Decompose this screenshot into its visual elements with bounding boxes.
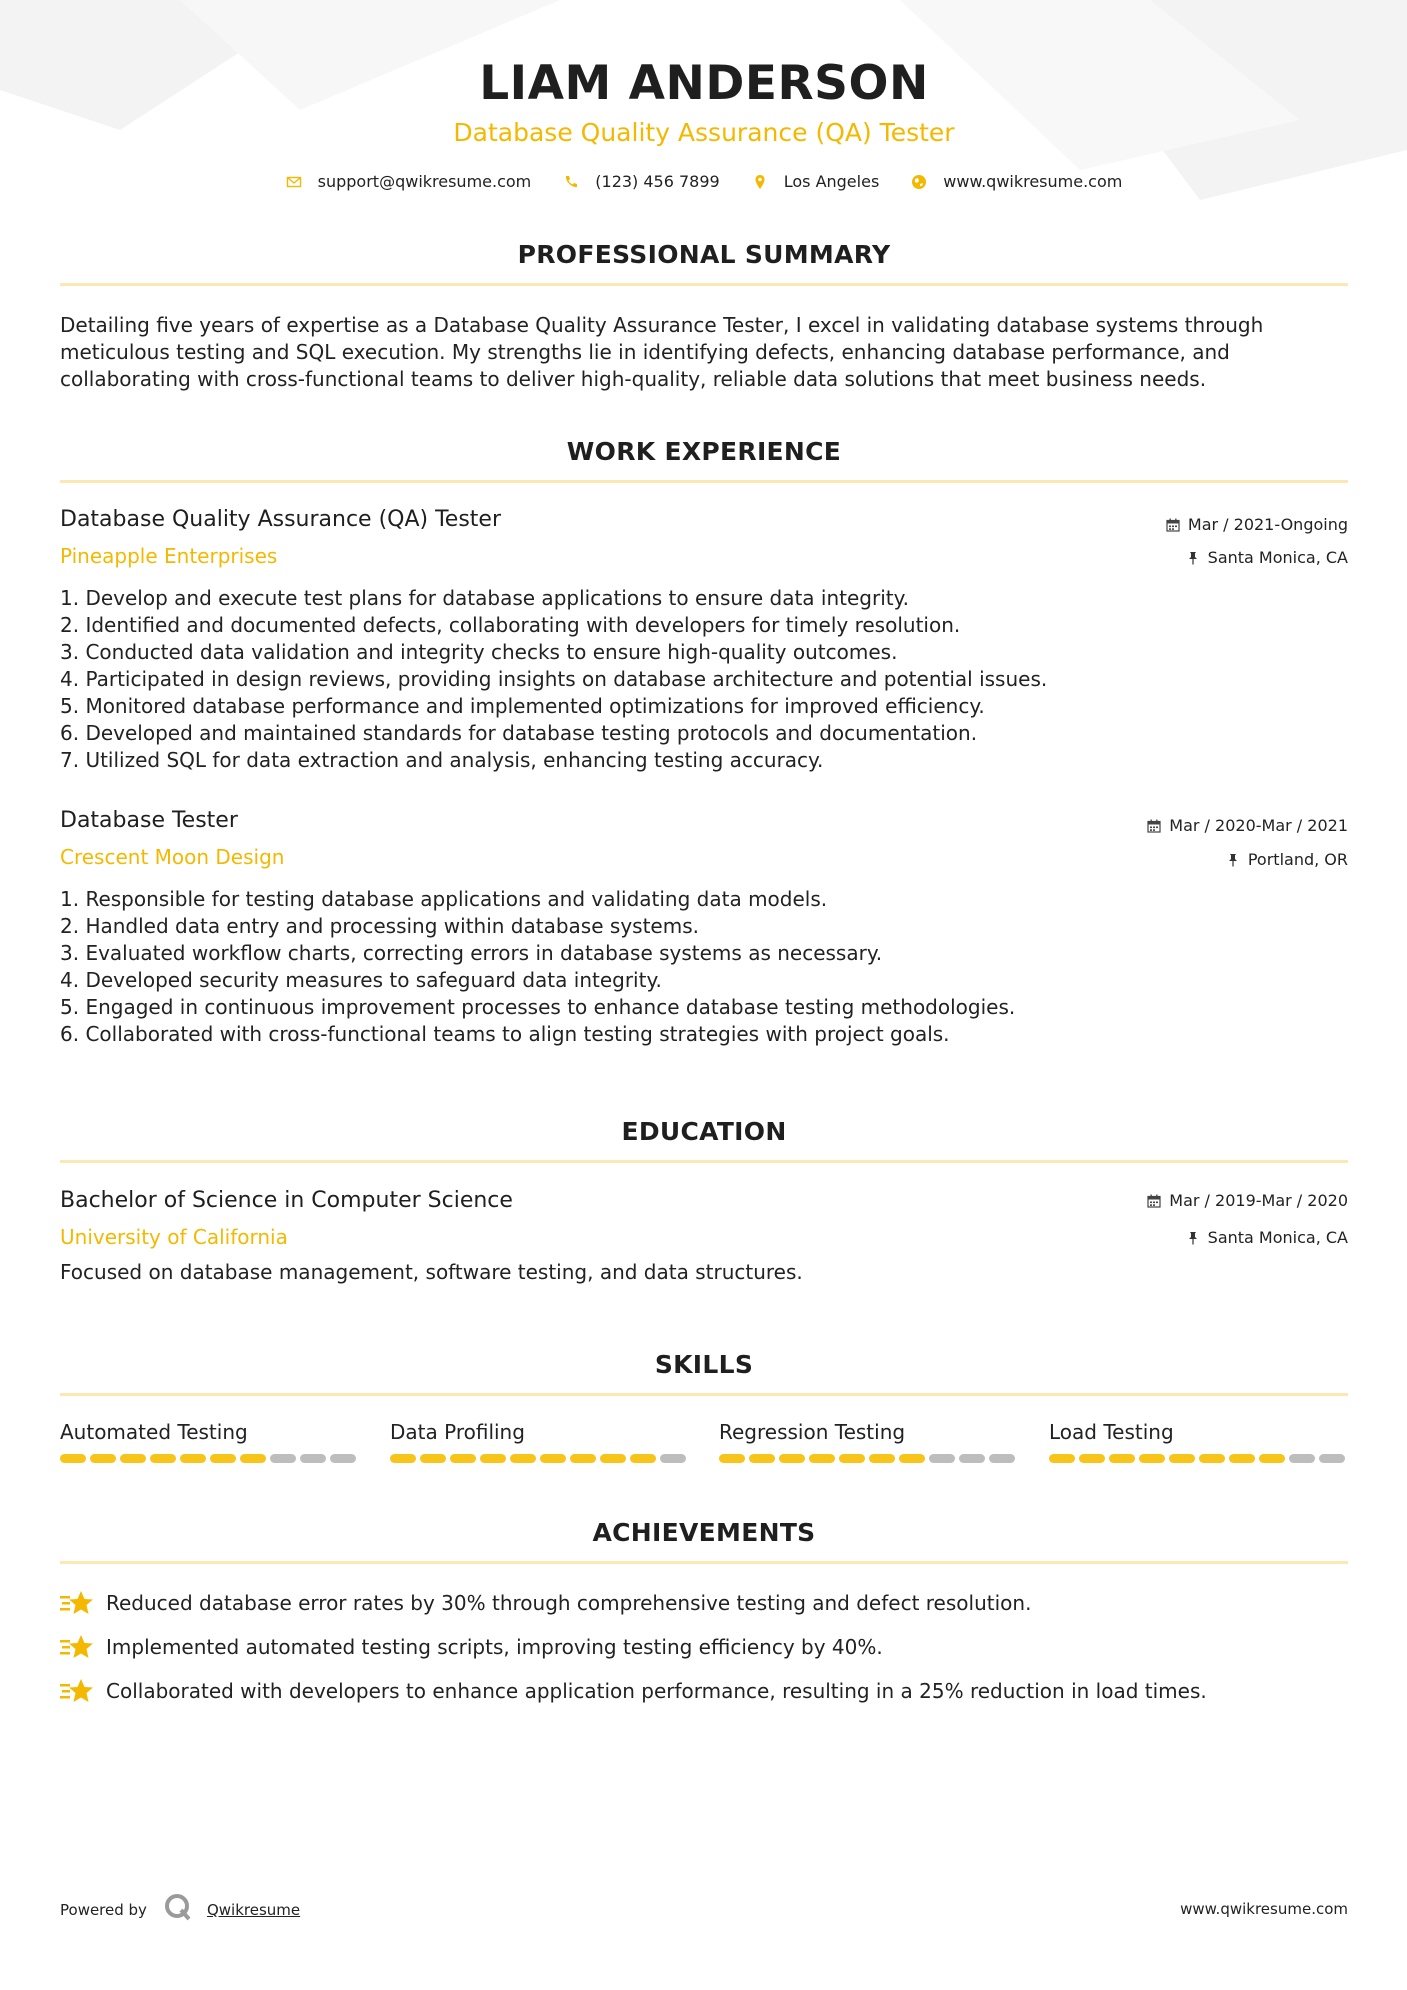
- pushpin-icon: [1226, 853, 1240, 867]
- skill-item: [390, 1420, 690, 1463]
- skill-dot-empty: [660, 1454, 686, 1463]
- education-dates-text: Mar / 2019-Mar / 2020: [1169, 1191, 1348, 1210]
- job-dates: [1147, 816, 1348, 835]
- globe-icon: [911, 174, 927, 190]
- skill-dot-filled: [60, 1454, 86, 1463]
- skill-rating: [390, 1454, 690, 1463]
- skill-rating: [60, 1454, 360, 1463]
- candidate-title: Database Quality Assurance (QA) Tester: [453, 118, 955, 147]
- achievement-item: [60, 1676, 1207, 1706]
- skill-dot-empty: [929, 1454, 955, 1463]
- skill-dot-filled: [600, 1454, 626, 1463]
- star-icon: [60, 1588, 94, 1618]
- contact-website[interactable]: [911, 172, 1122, 191]
- phone-icon: [563, 174, 579, 190]
- skill-dot-filled: [630, 1454, 656, 1463]
- skill-dot-filled: [1169, 1454, 1195, 1463]
- list-item: 2. Handled data entry and processing within database systems.: [60, 914, 699, 938]
- skill-dot-filled: [1049, 1454, 1075, 1463]
- job-location-text: Santa Monica, CA: [1207, 548, 1348, 567]
- list-item: 4. Developed security measures to safeguard data integrity.: [60, 968, 662, 992]
- skill-dot-filled: [809, 1454, 835, 1463]
- list-item: 3. Conducted data validation and integrity checks to ensure high-quality outcomes.: [60, 640, 898, 664]
- school-name: University of California: [60, 1225, 288, 1249]
- list-item: 6. Collaborated with cross-functional teams to align testing strategies with project goals.: [60, 1022, 950, 1046]
- skill-dot-empty: [270, 1454, 296, 1463]
- achievement-text: Collaborated with developers to enhance application performance, resulting in a 25% reduction in load times.: [106, 1679, 1207, 1703]
- calendar-icon: [1147, 1194, 1161, 1208]
- skill-dot-filled: [749, 1454, 775, 1463]
- education-location: [1186, 1228, 1348, 1247]
- achievement-item: [60, 1588, 1031, 1618]
- skill-dot-filled: [120, 1454, 146, 1463]
- list-item: 3. Evaluated workflow charts, correcting errors in database systems as necessary.: [60, 941, 883, 965]
- skill-dot-filled: [450, 1454, 476, 1463]
- section-title-skills: SKILLS: [654, 1350, 754, 1379]
- skill-dot-filled: [480, 1454, 506, 1463]
- list-item: 1. Develop and execute test plans for database applications to ensure data integrity.: [60, 586, 909, 610]
- list-item: 4. Participated in design reviews, providing insights on database architecture and potential issues.: [60, 667, 1048, 691]
- education-section-header: [60, 1117, 1348, 1163]
- job-dates-text: Mar / 2020-Mar / 2021: [1169, 816, 1348, 835]
- job-responsibilities: [60, 585, 1047, 774]
- skill-name: Automated Testing: [60, 1420, 248, 1444]
- job-location: [1186, 548, 1348, 567]
- summary-text: [60, 312, 1348, 393]
- skill-dot-filled: [90, 1454, 116, 1463]
- job-title: Database Tester: [60, 808, 238, 833]
- skill-name: Regression Testing: [719, 1420, 906, 1444]
- skill-dot-filled: [869, 1454, 895, 1463]
- contact-website-text: www.qwikresume.com: [943, 172, 1123, 191]
- education-location-text: Santa Monica, CA: [1207, 1228, 1348, 1247]
- footer-website-link[interactable]: www.qwikresume.com: [1180, 1900, 1348, 1918]
- skill-dot-filled: [1259, 1454, 1285, 1463]
- powered-by-label: Powered by: [60, 1901, 147, 1919]
- section-title-summary: PROFESSIONAL SUMMARY: [517, 240, 891, 269]
- achievement-text: Implemented automated testing scripts, improving testing efficiency by 40%.: [106, 1635, 883, 1659]
- job-dates-text: Mar / 2021-Ongoing: [1187, 515, 1348, 534]
- contact-email-text: support@qwikresume.com: [317, 172, 532, 191]
- skill-dot-filled: [1229, 1454, 1255, 1463]
- list-item: 7. Utilized SQL for data extraction and analysis, enhancing testing accuracy.: [60, 748, 824, 772]
- candidate-name: LIAM ANDERSON: [479, 56, 929, 111]
- contact-phone[interactable]: [563, 172, 719, 191]
- list-item: 2. Identified and documented defects, collaborating with developers for timely resolution.: [60, 613, 961, 637]
- envelope-icon: [286, 174, 302, 190]
- skill-dot-empty: [330, 1454, 356, 1463]
- skill-dot-filled: [210, 1454, 236, 1463]
- brand-link[interactable]: Qwikresume: [206, 1901, 301, 1919]
- skills-section-header: [60, 1350, 1348, 1396]
- skill-dot-filled: [839, 1454, 865, 1463]
- powered-by: [60, 1898, 300, 1922]
- list-item: 6. Developed and maintained standards for database testing protocols and documentation.: [60, 721, 978, 745]
- skill-dot-empty: [1319, 1454, 1345, 1463]
- achievement-item: [60, 1632, 883, 1662]
- contact-location: [752, 172, 880, 191]
- calendar-icon: [1147, 819, 1161, 833]
- skill-dot-empty: [989, 1454, 1015, 1463]
- pushpin-icon: [1186, 1231, 1200, 1245]
- education-entry: [60, 1188, 1348, 1298]
- skill-dot-filled: [779, 1454, 805, 1463]
- section-divider: [60, 283, 1348, 286]
- achievement-text: Reduced database error rates by 30% through comprehensive testing and defect resolution.: [106, 1591, 1032, 1615]
- job-location-text: Portland, OR: [1247, 850, 1348, 869]
- job-company: Crescent Moon Design: [60, 845, 285, 869]
- job-dates: [1166, 515, 1348, 534]
- skill-rating: [1049, 1454, 1349, 1463]
- section-title-achievements: ACHIEVEMENTS: [592, 1518, 816, 1547]
- skill-dot-filled: [570, 1454, 596, 1463]
- skill-item: [1049, 1420, 1349, 1463]
- skill-dot-filled: [540, 1454, 566, 1463]
- skill-dot-filled: [899, 1454, 925, 1463]
- skill-dot-filled: [510, 1454, 536, 1463]
- contact-location-text: Los Angeles: [783, 172, 880, 191]
- skill-dot-filled: [420, 1454, 446, 1463]
- skill-dot-filled: [1109, 1454, 1135, 1463]
- experience-section-header: [60, 437, 1348, 483]
- skill-dot-filled: [1139, 1454, 1165, 1463]
- section-title-education: EDUCATION: [621, 1117, 787, 1146]
- summary-line: meticulous testing and SQL execution. My strengths lie in identifying defects, enhancing database performance, and: [60, 340, 1230, 364]
- list-item: 1. Responsible for testing database applications and validating data models.: [60, 887, 828, 911]
- section-divider: [60, 1160, 1348, 1163]
- contact-phone-text: (123) 456 7899: [595, 172, 720, 191]
- skill-dot-empty: [959, 1454, 985, 1463]
- skill-rating: [719, 1454, 1019, 1463]
- calendar-icon: [1166, 518, 1180, 532]
- qwikresume-logo-icon: [163, 1892, 193, 1922]
- section-divider: [60, 1393, 1348, 1396]
- star-icon: [60, 1632, 94, 1662]
- skill-dot-filled: [150, 1454, 176, 1463]
- contact-bar: [60, 172, 1348, 191]
- section-title-experience: WORK EXPERIENCE: [566, 437, 842, 466]
- job-location: [1226, 850, 1348, 869]
- education-dates: [1147, 1191, 1348, 1210]
- skill-item: [60, 1420, 360, 1463]
- job-entry: [60, 808, 1348, 1058]
- section-divider: [60, 1561, 1348, 1564]
- skill-dot-filled: [1199, 1454, 1225, 1463]
- contact-email[interactable]: [286, 172, 532, 191]
- skill-dot-filled: [390, 1454, 416, 1463]
- skill-name: Data Profiling: [390, 1420, 525, 1444]
- list-item: 5. Monitored database performance and implemented optimizations for improved efficiency.: [60, 694, 985, 718]
- job-entry: [60, 507, 1348, 777]
- summary-line: collaborating with cross-functional teams to deliver high-quality, reliable data solutions that meet business needs.: [60, 367, 1207, 391]
- map-pin-icon: [752, 174, 768, 190]
- job-company: Pineapple Enterprises: [60, 544, 278, 568]
- skill-dot-filled: [1079, 1454, 1105, 1463]
- achievements-section-header: [60, 1518, 1348, 1564]
- skill-item: [719, 1420, 1019, 1463]
- skill-dot-filled: [719, 1454, 745, 1463]
- pushpin-icon: [1186, 551, 1200, 565]
- star-icon: [60, 1676, 94, 1706]
- education-description: Focused on database management, software testing, and data structures.: [60, 1260, 803, 1284]
- summary-line: Detailing five years of expertise as a Database Quality Assurance Tester, I excel in validating database systems through: [60, 313, 1264, 337]
- skill-dot-empty: [300, 1454, 326, 1463]
- job-title: Database Quality Assurance (QA) Tester: [60, 507, 502, 532]
- list-item: 5. Engaged in continuous improvement processes to enhance database testing methodologies.: [60, 995, 1016, 1019]
- skill-dot-filled: [180, 1454, 206, 1463]
- section-divider: [60, 480, 1348, 483]
- degree-title: Bachelor of Science in Computer Science: [60, 1188, 513, 1213]
- summary-section-header: [60, 240, 1348, 286]
- job-responsibilities: [60, 886, 1015, 1048]
- skill-dot-filled: [240, 1454, 266, 1463]
- skill-name: Load Testing: [1049, 1420, 1174, 1444]
- skill-dot-empty: [1289, 1454, 1315, 1463]
